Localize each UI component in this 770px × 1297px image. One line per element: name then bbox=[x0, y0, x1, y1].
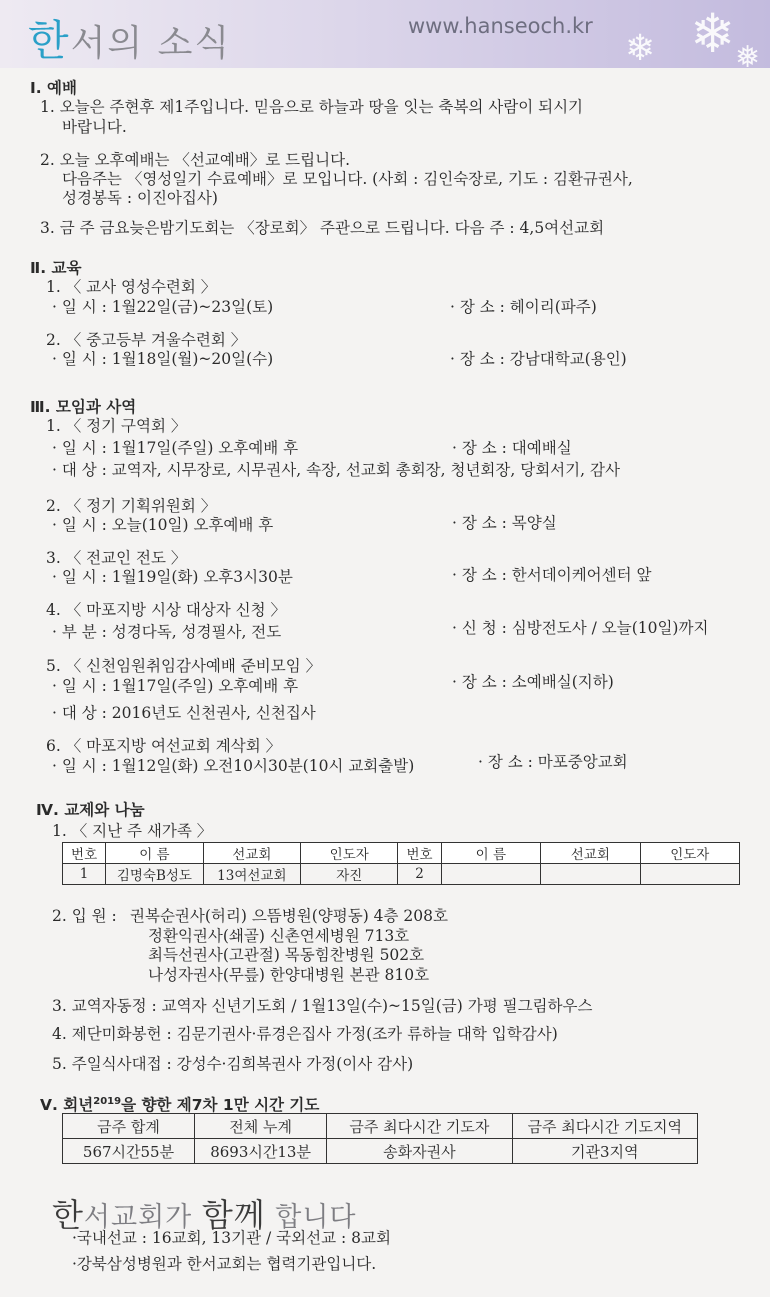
table-header-cell: 금주 합계 bbox=[63, 1114, 195, 1139]
footer-title-part: 함께 bbox=[201, 1196, 266, 1234]
table-row bbox=[63, 1139, 698, 1164]
table-header-cell: 금주 최다시간 기도지역 bbox=[512, 1114, 697, 1139]
section-heading-prayer bbox=[40, 1092, 319, 1115]
gather-item-5-target: · 대 상 : 2016년도 신천권사, 신천집사 bbox=[52, 704, 316, 722]
table-cell: 13여선교회 bbox=[203, 864, 300, 885]
edu-item-2-title: 2. 〈 중고등부 겨울수련회 〉 bbox=[46, 331, 247, 349]
gather-item-2-place: · 장 소 : 목양실 bbox=[452, 514, 557, 532]
footer-line-partner: ·강북삼성병원과 한서교회는 협력기관입니다. bbox=[72, 1255, 377, 1273]
table-header-cell: 전체 누계 bbox=[195, 1114, 327, 1139]
table-header-row bbox=[63, 843, 740, 864]
newcomers-table bbox=[62, 842, 740, 885]
footer-line-missions: ·국내선교 : 16교회, 13기관 / 국외선교 : 8교회 bbox=[72, 1229, 391, 1247]
worship-item-3: 3. 금 주 금요늦은밤기도회는 〈장로회〉 주관으로 드립니다. 다음 주 : 4,5여선교회 bbox=[40, 219, 605, 237]
table-cell bbox=[640, 864, 739, 885]
footer-title-part: 서교회가 bbox=[83, 1202, 202, 1233]
worship-item-1-line1: 1. 오늘은 주현후 제1주입니다. 믿음으로 하늘과 땅을 잇는 축복의 사람이 되시기 bbox=[40, 98, 584, 116]
worship-item-2-line1: 2. 오늘 오후예배는 〈선교예배〉로 드립니다. bbox=[40, 151, 350, 169]
table-cell: 8693시간13분 bbox=[195, 1139, 327, 1164]
gather-item-2-date: · 일 시 : 오늘(10일) 오후예배 후 bbox=[52, 516, 274, 534]
gather-item-5-place: · 장 소 : 소예배실(지하) bbox=[452, 673, 614, 691]
prayer-heading-end: 을 향한 제7차 1만 시간 기도 bbox=[121, 1096, 320, 1115]
church-url[interactable]: www.hanseoch.kr bbox=[408, 14, 593, 38]
table-cell: 김명숙B성도 bbox=[106, 864, 203, 885]
gather-item-4-part: · 부 분 : 성경다독, 성경필사, 전도 bbox=[52, 623, 282, 641]
section-heading-gatherings: Ⅲ. 모임과 사역 bbox=[30, 398, 137, 416]
snowflake-icon: ❅ bbox=[735, 40, 761, 75]
newcomers-title: 1. 〈 지난 주 새가족 〉 bbox=[52, 822, 213, 840]
gather-item-6-date: · 일 시 : 1월12일(화) 오전10시30분(10시 교회출발) bbox=[52, 757, 415, 775]
section-heading-education: Ⅱ. 교육 bbox=[30, 259, 82, 277]
snowflake-icon: ❄ bbox=[625, 28, 656, 69]
footer-title-part: 합니다 bbox=[265, 1202, 357, 1233]
table-header-cell: 인도자 bbox=[640, 843, 739, 864]
fellowship-item-4: 4. 제단미화봉헌 : 김문기권사·류경은집사 가정(조카 류하늘 대학 입학감사) bbox=[52, 1025, 558, 1043]
prayer-table bbox=[62, 1113, 698, 1164]
table-cell bbox=[441, 864, 540, 885]
gather-item-3-date: · 일 시 : 1월19일(화) 오후3시30분 bbox=[52, 568, 293, 586]
table-cell bbox=[541, 864, 640, 885]
edu-item-2-date: · 일 시 : 1월18일(월)~20일(수) bbox=[52, 350, 274, 368]
title-rest: 서의 소식 bbox=[70, 23, 232, 64]
table-header-cell: 인도자 bbox=[301, 843, 398, 864]
table-cell: 자진 bbox=[301, 864, 398, 885]
gather-item-3-place: · 장 소 : 한서데이케어센터 앞 bbox=[452, 566, 652, 584]
table-header-cell: 번호 bbox=[398, 843, 441, 864]
gather-item-1-place: · 장 소 : 대예배실 bbox=[452, 439, 572, 457]
worship-item-2-line3: 성경봉독 : 이진아집사) bbox=[62, 189, 218, 207]
table-header-cell: 이 름 bbox=[106, 843, 203, 864]
edu-item-1-title: 1. 〈 교사 영성수련회 〉 bbox=[46, 278, 217, 296]
section-heading-worship: Ⅰ. 예배 bbox=[30, 79, 77, 97]
section-heading-fellowship: Ⅳ. 교제와 나눔 bbox=[36, 801, 145, 819]
hospital-entry: 권복순권사(허리) 으뜸병원(양평동) 4층 208호 bbox=[130, 907, 448, 925]
gather-item-6-title: 6. 〈 마포지방 여선교회 계삭회 〉 bbox=[46, 737, 282, 755]
edu-item-1-date: · 일 시 : 1월22일(금)~23일(토) bbox=[52, 298, 274, 316]
gather-item-5-date: · 일 시 : 1월17일(주일) 오후예배 후 bbox=[52, 677, 299, 695]
gather-item-4-title: 4. 〈 마포지방 시상 대상자 신청 〉 bbox=[46, 601, 287, 619]
table-cell: 567시간55분 bbox=[63, 1139, 195, 1164]
table-cell: 1 bbox=[63, 864, 106, 885]
title-first-char: 한 bbox=[28, 16, 71, 65]
table-header-cell: 선교회 bbox=[203, 843, 300, 864]
table-header-cell: 선교회 bbox=[541, 843, 640, 864]
table-cell: 2 bbox=[398, 864, 441, 885]
fellowship-item-3: 3. 교역자동정 : 교역자 신년기도회 / 1월13일(수)~15일(금) 가평 필그림하우스 bbox=[52, 997, 593, 1015]
hospital-label: 2. 입 원 : bbox=[52, 907, 117, 925]
table-cell: 송화자권사 bbox=[327, 1139, 512, 1164]
footer-title-part: 한 bbox=[52, 1196, 84, 1234]
prayer-heading-start: Ⅴ. 회년 bbox=[40, 1096, 94, 1115]
edu-item-1-place: · 장 소 : 헤이리(파주) bbox=[450, 298, 597, 316]
table-cell: 기관3지역 bbox=[512, 1139, 697, 1164]
edu-item-2-place: · 장 소 : 강남대학교(용인) bbox=[450, 350, 627, 368]
gather-item-1-date: · 일 시 : 1월17일(주일) 오후예배 후 bbox=[52, 439, 299, 457]
fellowship-item-5: 5. 주일식사대접 : 강성수·김희복권사 가정(이사 감사) bbox=[52, 1055, 414, 1073]
gather-item-5-title: 5. 〈 신천임원취임감사예배 준비모임 〉 bbox=[46, 657, 322, 675]
gather-item-1-title: 1. 〈 정기 구역회 〉 bbox=[46, 417, 187, 435]
table-header-row bbox=[63, 1114, 698, 1139]
gather-item-3-title: 3. 〈 전교인 전도 〉 bbox=[46, 549, 187, 567]
worship-item-1-line2: 바랍니다. bbox=[62, 118, 127, 136]
hospital-entry: 최득선권사(고관절) 목동힘찬병원 502호 bbox=[148, 946, 425, 964]
prayer-heading-year: 2019 bbox=[93, 1096, 122, 1107]
snowflake-icon: ❄ bbox=[690, 2, 736, 65]
table-header-cell: 번호 bbox=[63, 843, 106, 864]
hospital-entry: 정환익권사(쇄골) 신촌연세병원 713호 bbox=[148, 927, 410, 945]
gather-item-6-place: · 장 소 : 마포중앙교회 bbox=[478, 753, 628, 771]
gather-item-4-apply: · 신 청 : 심방전도사 / 오늘(10일)까지 bbox=[452, 619, 709, 637]
gather-item-1-target: · 대 상 : 교역자, 시무장로, 시무권사, 속장, 선교회 총회장, 청년회장, 당회서기, 감사 bbox=[52, 461, 620, 479]
table-row bbox=[63, 864, 740, 885]
table-header-cell: 금주 최다시간 기도자 bbox=[327, 1114, 512, 1139]
hospital-entry: 나성자권사(무릎) 한양대병원 본관 810호 bbox=[148, 966, 430, 984]
gather-item-2-title: 2. 〈 정기 기획위원회 〉 bbox=[46, 497, 217, 515]
worship-item-2-line2: 다음주는 〈영성일기 수료예배〉로 모입니다. (사회 : 김인숙장로, 기도 : 김환규권사, bbox=[62, 170, 633, 188]
table-header-cell: 이 름 bbox=[441, 843, 540, 864]
